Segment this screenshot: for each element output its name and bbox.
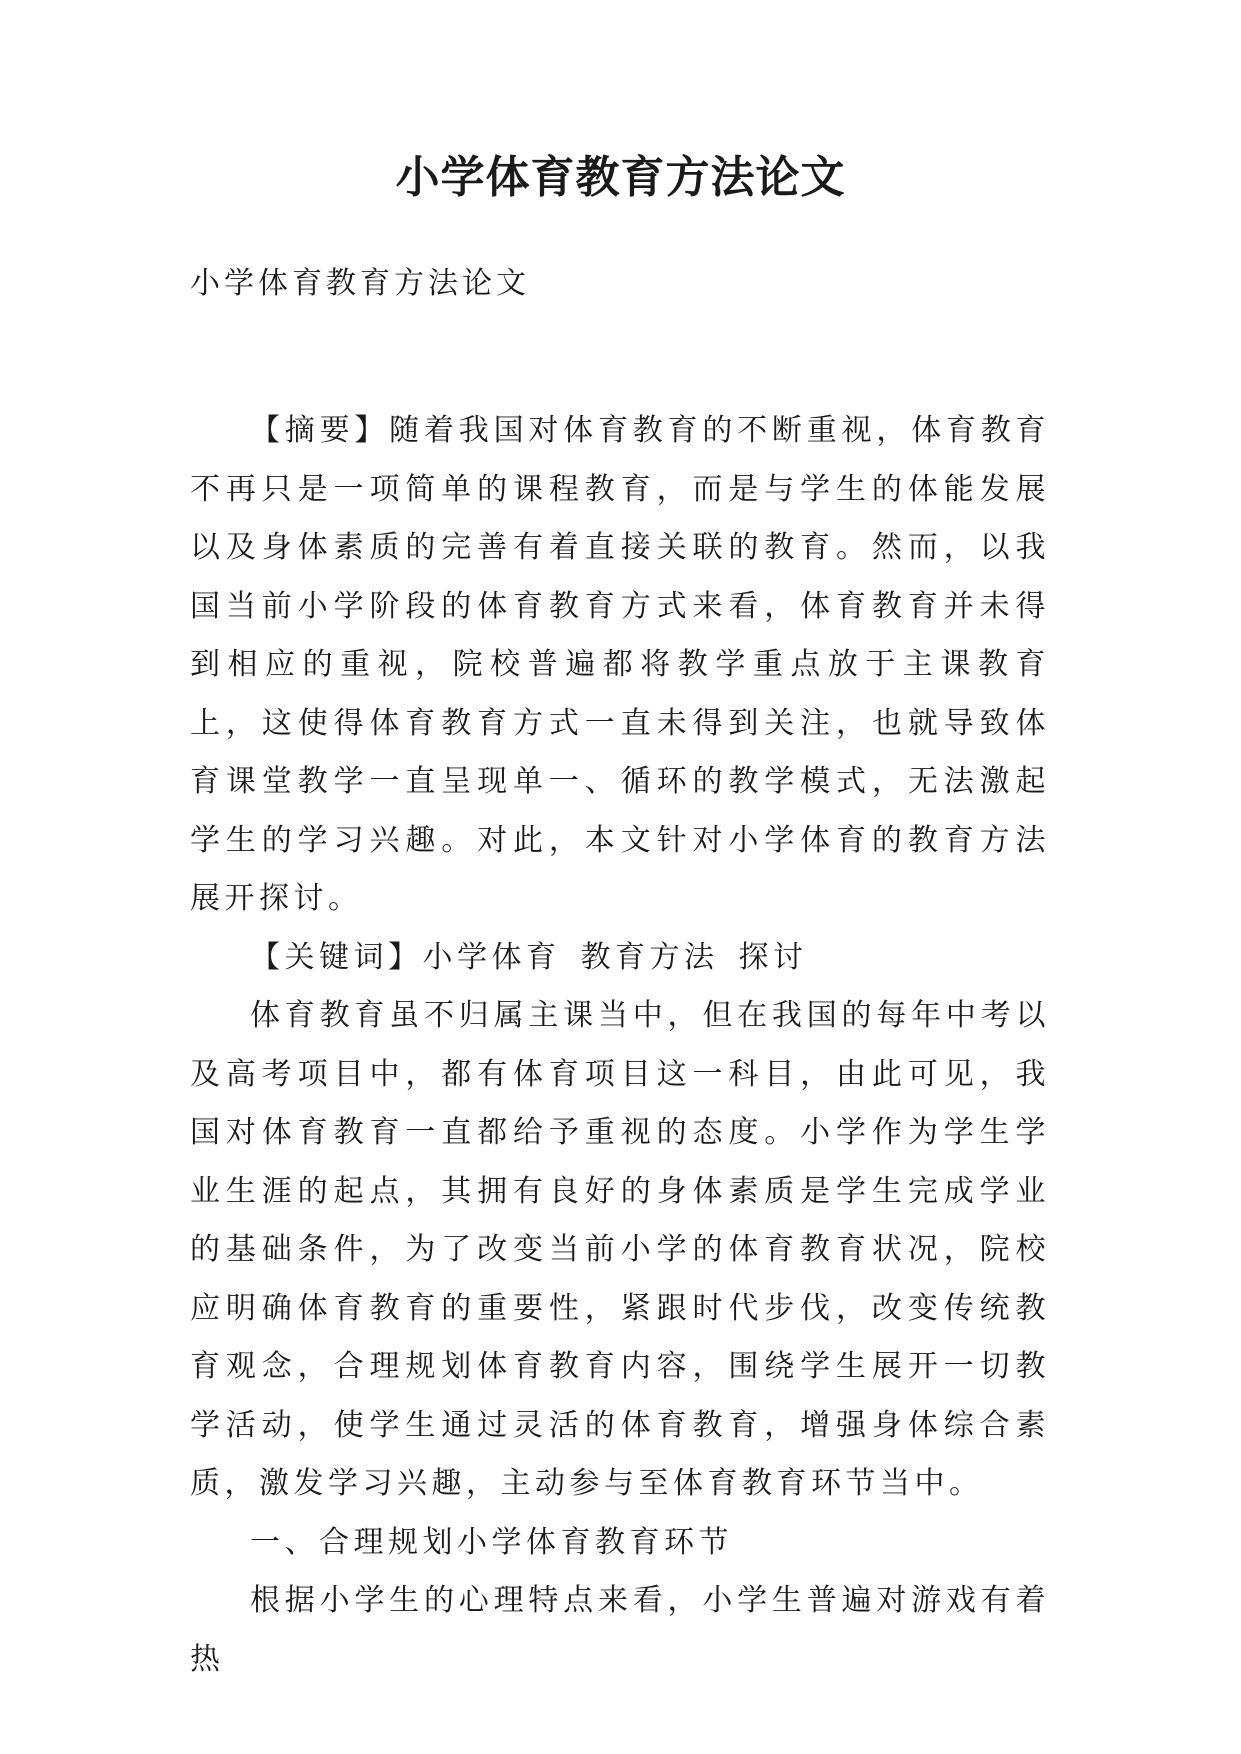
body-paragraph: 根据小学生的心理特点来看，小学生普遍对游戏有着热 [190, 1583, 1050, 1677]
keywords-line [190, 929, 1050, 988]
document-body [190, 402, 1050, 1689]
body-paragraph: 体育教育虽不归属主课当中，但在我国的每年中考以及高考项目中，都有体育项目这一科目，由此可见，我国对体育教育一直都给予重视的态度。小学作为学生学业生涯的起点，其拥有良好的身体素质是学生完成学业的基础条件，为了改变当前小学的体育教育状况，院校应明确体育教育的重要性，紧跟时代步伐，改变传统教育观念，合理规划体育教育内容，围绕学生展开一切教学活动，使学生通过灵活的体育教育，增强身体综合素质，激发学习兴趣，主动参与至体育教育环节当中。 [190, 998, 1050, 1501]
document-title: 小学体育教育方法论文 [395, 152, 846, 203]
keyword-item: 小学体育 [422, 939, 561, 975]
keywords-label: 【关键词】 [250, 939, 423, 975]
keyword-item: 教育方法 [580, 939, 719, 975]
document-subtitle: 小学体育教育方法论文 [190, 266, 530, 301]
abstract-paragraph: 【摘要】随着我国对体育教育的不断重视，体育教育不再只是一项简单的课程教育，而是与学生的体能发展以及身体素质的完善有着直接关联的教育。然而，以我国当前小学阶段的体育教育方式来看，体育教育并未得到相应的重视，院校普遍都将教学重点放于主课教育上，这使得体育教育方式一直未得到关注，也就导致体育课堂教学一直呈现单一、循环的教学模式，无法激起学生的学习兴趣。对此，本文针对小学体育的教育方法展开探讨。 [190, 413, 1050, 916]
keyword-item: 探讨 [738, 939, 808, 975]
section-heading: 一、合理规划小学体育教育环节 [250, 1524, 733, 1560]
